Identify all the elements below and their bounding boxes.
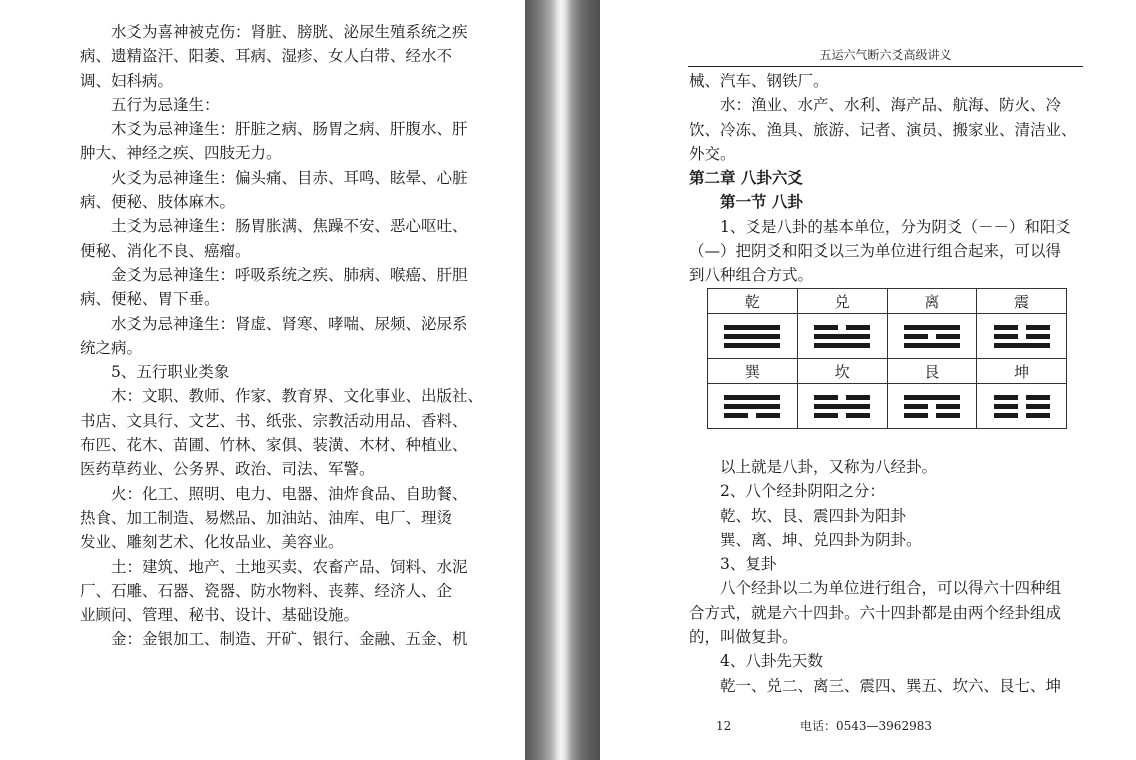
text-line: 金爻为忌神逢生：呼吸系统之疾、肺病、喉癌、肝胆 <box>111 265 468 284</box>
trigram-name: 震 <box>977 289 1067 314</box>
yin-line <box>904 404 960 409</box>
trigram-symbol <box>977 384 1067 429</box>
text-line: （—）把阴爻和阳爻以三为单位进行组合起来，可以得 <box>689 242 1062 261</box>
trigram-symbol <box>797 384 887 429</box>
section-heading: 第一节 八卦 <box>720 192 803 212</box>
trigram-symbol <box>977 314 1067 359</box>
trigram-name: 巽 <box>708 359 798 384</box>
trigram-symbol <box>887 314 977 359</box>
text-line: 的，叫做复卦。 <box>689 628 798 647</box>
right-page-text-top <box>689 69 1084 288</box>
yin-line <box>814 395 870 400</box>
trigram-lines <box>994 321 1050 352</box>
text-line: 五行为忌逢生： <box>111 95 220 114</box>
footer-phone: 电话：0543—3962983 <box>800 719 932 733</box>
text-line: 厂、石雕、石器、瓷器、防水物料、丧葬、经济人、企 <box>80 581 453 600</box>
text-line: 木：文职、教师、作家、教育界、文化事业、出版社、 <box>111 387 484 406</box>
right-page-text-bottom <box>689 455 1084 698</box>
text-line: 火：化工、照明、电力、电器、油炸食品、自助餐、 <box>111 484 468 503</box>
yang-line <box>904 395 960 400</box>
yin-line <box>994 325 1050 330</box>
text-line: 3、复卦 <box>720 555 777 574</box>
trigram-name: 兑 <box>797 289 887 314</box>
text-line: 八个经卦以二为单位进行组合，可以得六十四种组 <box>720 579 1062 598</box>
trigram-lines <box>724 391 780 422</box>
text-line: 土爻为忌神逢生：肠胃胀满、焦躁不安、恶心呕吐、 <box>111 217 468 236</box>
page-number: 12 <box>716 719 732 733</box>
yang-line <box>904 343 960 348</box>
yin-line <box>814 413 870 418</box>
text-line: 病、便秘、肢体麻木。 <box>80 193 236 212</box>
text-line: 火爻为忌神逢生：偏头痛、目赤、耳鸣、眩晕、心脏 <box>111 168 468 187</box>
book-spine-gutter <box>525 0 600 760</box>
text-line: 病、遗精盗汗、阳萎、耳病、湿疹、女人白带、经水不 <box>80 47 453 66</box>
yin-line <box>994 404 1050 409</box>
text-line: 乾一、兑二、离三、震四、巽五、坎六、艮七、坤 <box>720 676 1062 695</box>
trigram-lines <box>904 391 960 422</box>
yang-line <box>904 325 960 330</box>
yang-line <box>724 334 780 339</box>
running-header: 五运六气断六爻高级讲义 <box>819 48 952 62</box>
yin-line <box>994 413 1050 418</box>
header-rule <box>688 66 1083 67</box>
text-line: 热食、加工制造、易燃品、加油站、油库、电厂、理烫 <box>80 508 453 527</box>
text-line: 统之病。 <box>80 338 143 357</box>
text-line: 乾、坎、艮、震四卦为阳卦 <box>720 506 907 525</box>
yang-line <box>724 343 780 348</box>
trigram-symbol <box>708 384 798 429</box>
text-line: 4、八卦先天数 <box>720 652 823 671</box>
left-page <box>0 0 525 760</box>
trigram-lines <box>814 321 870 352</box>
yang-line <box>814 334 870 339</box>
text-line: 金：金银加工、制造、开矿、银行、金融、五金、机 <box>111 630 468 649</box>
text-line: 到八种组合方式。 <box>689 266 814 285</box>
yang-line <box>724 325 780 330</box>
trigram-symbol <box>797 314 887 359</box>
text-line: 巽、离、坤、兑四卦为阴卦。 <box>720 530 922 549</box>
trigram-symbol <box>887 384 977 429</box>
yin-line <box>904 334 960 339</box>
yin-line <box>814 325 870 330</box>
yin-line <box>994 395 1050 400</box>
text-line: 土：建筑、地产、土地买卖、农畜产品、饲料、水泥 <box>111 557 468 576</box>
text-line: 5、五行职业类象 <box>111 363 230 382</box>
trigram-name: 乾 <box>708 289 798 314</box>
right-page <box>600 0 1136 760</box>
text-line: 1、爻是八卦的基本单位，分为阴爻（－－）和阳爻 <box>720 217 1071 236</box>
text-line: 肿大、神经之疾、四肢无力。 <box>80 144 282 163</box>
text-line: 2、八个经卦阴阳之分： <box>720 482 885 501</box>
text-line: 外交。 <box>689 144 736 163</box>
text-line: 便秘、消化不良、癌瘤。 <box>80 241 251 260</box>
trigram-name: 坤 <box>977 359 1067 384</box>
yang-line <box>814 404 870 409</box>
trigram-lines <box>994 391 1050 422</box>
text-line: 业顾问、管理、秘书、设计、基础设施。 <box>80 606 360 625</box>
yang-line <box>994 343 1050 348</box>
text-line: 医药草药业、公务界、政治、司法、军警。 <box>80 460 375 479</box>
text-line: 械、汽车、钢铁厂。 <box>689 72 829 90</box>
text-line: 病、便秘、胃下垂。 <box>80 290 220 309</box>
text-line: 木爻为忌神逢生：肝脏之病、肠胃之病、肝腹水、肝 <box>111 120 468 139</box>
yang-line <box>814 343 870 348</box>
left-page-text <box>80 20 484 652</box>
trigram-lines <box>904 321 960 352</box>
yin-line <box>994 334 1050 339</box>
yang-line <box>724 404 780 409</box>
text-line: 书店、文具行、文艺、书、纸张、宗教活动用品、香料、 <box>80 411 468 430</box>
yin-line <box>724 413 780 418</box>
trigram-symbol <box>708 314 798 359</box>
trigram-name: 坎 <box>797 359 887 384</box>
text-line: 以上就是八卦，又称为八经卦。 <box>720 458 938 476</box>
yin-line <box>904 413 960 418</box>
text-line: 调、妇科病。 <box>80 71 174 90</box>
trigram-table <box>707 288 1067 429</box>
text-line: 发业、雕刻艺术、化妆品业、美容业。 <box>80 533 344 552</box>
text-line: 水爻为忌神逢生：肾虚、肾寒、哮喘、尿频、泌尿系 <box>111 314 468 333</box>
trigram-name: 艮 <box>887 359 977 384</box>
yang-line <box>724 395 780 400</box>
text-line: 布匹、花木、苗圃、竹林、家俱、装潢、木材、种植业、 <box>80 436 468 455</box>
trigram-lines <box>724 321 780 352</box>
text-line: 饮、冷冻、渔具、旅游、记者、演员、搬家业、清洁业、 <box>689 120 1077 139</box>
section-heading: 第二章 八卦六爻 <box>689 168 803 188</box>
trigram-name: 离 <box>887 289 977 314</box>
text-line: 水爻为喜神被克伤：肾脏、膀胱、泌尿生殖系统之疾 <box>111 23 468 41</box>
text-line: 合方式，就是六十四卦。六十四卦都是由两个经卦组成 <box>689 603 1062 622</box>
trigram-lines <box>814 391 870 422</box>
text-line: 水：渔业、水产、水利、海产品、航海、防火、冷 <box>720 96 1062 115</box>
